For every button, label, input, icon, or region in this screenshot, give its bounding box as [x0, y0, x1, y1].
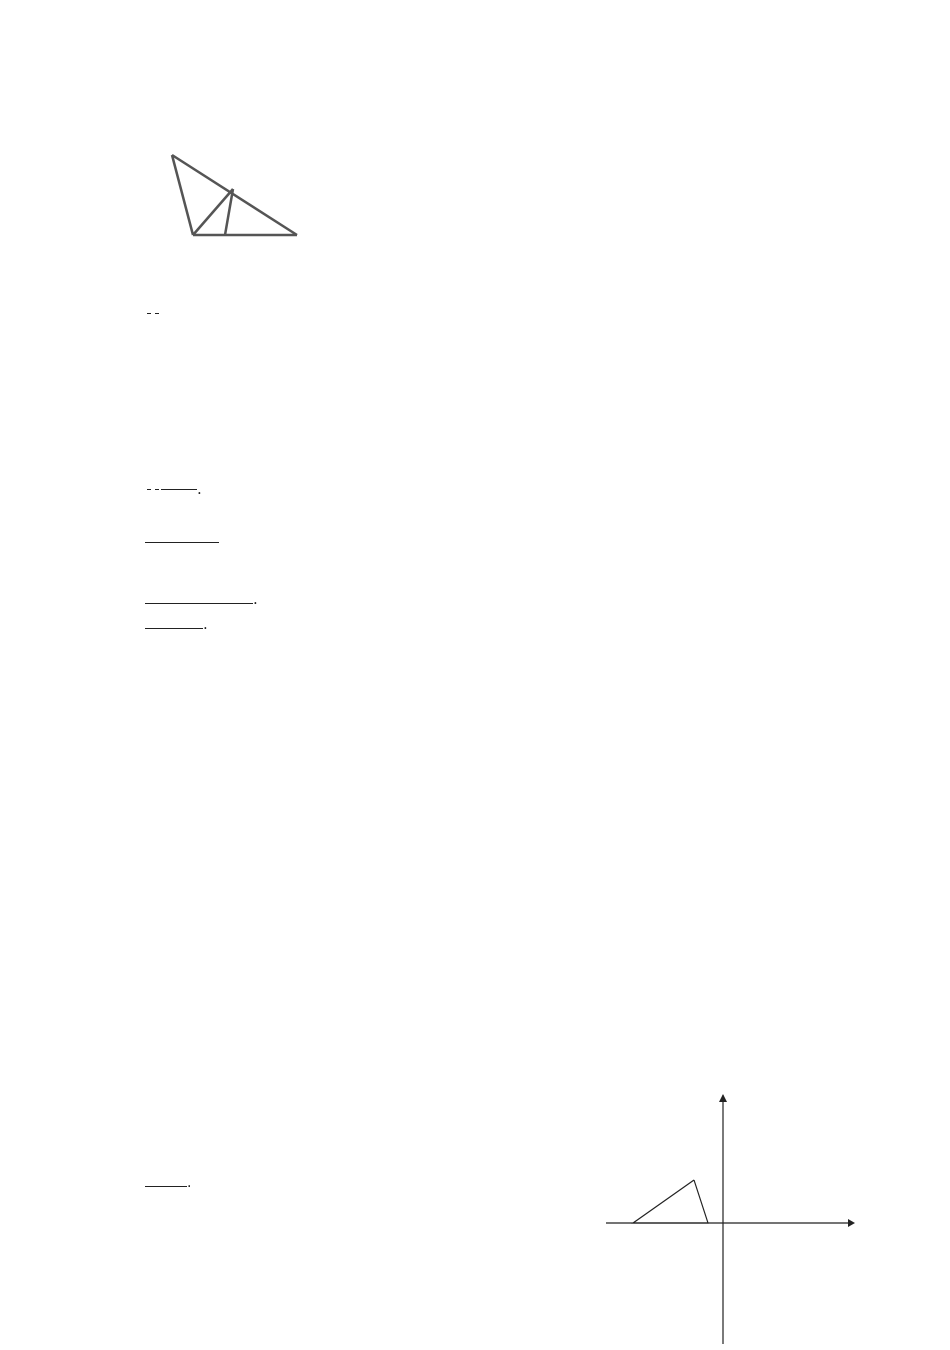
numerator [155, 489, 159, 490]
q15-stem: . [145, 479, 202, 498]
numerator [147, 313, 151, 314]
q21-coordinate-grid [598, 1090, 858, 1350]
q18-shapes [150, 605, 630, 705]
q13-stem [145, 303, 161, 322]
fraction [147, 313, 151, 314]
q20-part2 [372, 1030, 380, 1051]
answer-blank[interactable] [145, 603, 253, 604]
q21-line4: . [145, 1175, 191, 1191]
square-shape [157, 632, 222, 696]
q17-stem: . [145, 589, 258, 609]
fraction [147, 489, 151, 490]
q12-options [145, 278, 263, 296]
y-axis-arrow-icon [719, 1094, 727, 1102]
q18-stem: . [145, 615, 208, 633]
triangle-ABC [633, 1180, 708, 1223]
q14-options [145, 399, 227, 418]
fraction [155, 489, 159, 490]
q20-stem [145, 989, 173, 1007]
q16-stem [145, 529, 219, 548]
fraction [155, 313, 159, 314]
rectangle-shape [270, 637, 382, 684]
answer-blank[interactable] [145, 1186, 187, 1187]
numerator [147, 489, 151, 490]
q13-options [145, 353, 286, 369]
q12-triangle-figure [160, 145, 310, 255]
numerator [155, 313, 159, 314]
answer-blank[interactable] [145, 542, 219, 543]
answer-blank[interactable] [161, 489, 197, 490]
x-axis-arrow-icon [848, 1219, 855, 1227]
circle-shape [407, 611, 491, 695]
